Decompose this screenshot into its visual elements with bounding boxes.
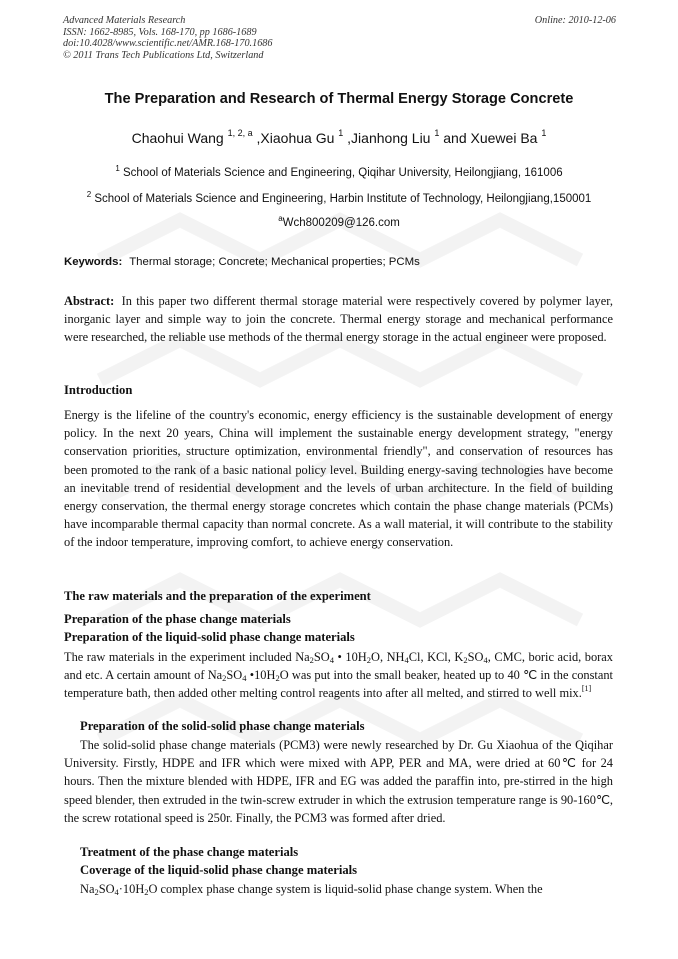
author-superscript: 1 [338, 128, 344, 138]
text-run: SO [98, 882, 115, 896]
affiliation-1 [0, 164, 678, 179]
subsection-heading-treatment: Treatment of the phase change materials [80, 845, 299, 859]
affiliation-text: School of Materials Science and Engineering, Qiqihar University, Heilongjiang, 161006 [123, 167, 563, 179]
text-run: The raw materials in the experiment included Na [64, 650, 310, 664]
author-list [0, 130, 678, 146]
issn-line: ISSN: 1662-8985, Vols. 168-170, pp 1686-1689 [63, 26, 257, 38]
subscript: 4 [114, 887, 119, 897]
solid-solid-paragraph: The solid-solid phase change materials (PCM3) were newly researched by Dr. Gu Xiaohua of the Qiqihar University. Firstly, HDPE and IFR which were mixed with APP, PER and MA, were dried at 60℃ for 24 hours. Then the mixture blended with HDPE, IFR and EG was added the paraffin into, pre-stirred in the high speed blender, then extruded in the twin-screw extruder in which the extrusion temperature range is 90-160℃, the screw rotational speed is 250r. Finally, the PCM3 was formed after dried. [64, 738, 613, 825]
introduction-heading: Introduction [64, 383, 133, 397]
affiliation-text: School of Materials Science and Engineering, Harbin Institute of Technology, Heilongjiang,150001 [94, 193, 592, 205]
keywords-text: Thermal storage; Concrete; Mechanical properties; PCMs [129, 256, 420, 268]
author-name: Chaohui Wang [131, 130, 224, 146]
subsection-heading-coverage: Coverage of the liquid-solid phase change materials [80, 863, 358, 877]
keywords-label: Keywords: [64, 256, 123, 268]
online-date: Online: 2010-12-06 [534, 15, 616, 26]
abstract-paragraph [64, 292, 613, 347]
abstract-label: Abstract: [64, 294, 115, 308]
email-address[interactable]: Wch800209@126.com [282, 217, 400, 229]
affiliation-marker: 2 [86, 190, 92, 199]
author-name: ,Jianhong Liu [347, 130, 431, 146]
keywords-line [64, 256, 420, 268]
text-run: ·10H [118, 882, 145, 896]
author-name: and Xuewei Ba [443, 130, 538, 146]
text-run: SO [467, 650, 484, 664]
author-superscript: 1 [541, 128, 547, 138]
raw-materials-paragraph [64, 648, 613, 703]
subscript: 2 [222, 673, 227, 684]
text-run: • 10H [334, 650, 367, 664]
subscript: 2 [94, 887, 99, 897]
subscript: 2 [275, 673, 280, 684]
author-name: ,Xiaohua Gu [256, 130, 335, 146]
subsection-heading-solid-solid: Preparation of the solid-solid phase change materials [80, 719, 365, 733]
subscript: 2 [144, 887, 149, 897]
subsection-heading-liquid-solid: Preparation of the liquid-solid phase change materials [64, 630, 355, 644]
citation-reference[interactable]: [1] [581, 684, 592, 694]
author-superscript: 1 [434, 128, 440, 138]
subsection-heading-preparation: Preparation of the phase change materials [64, 612, 291, 626]
text-run: SO [313, 650, 330, 664]
affiliation-marker: 1 [115, 164, 120, 173]
subscript: 4 [483, 655, 488, 665]
text-run: SO [226, 668, 243, 683]
text-run: Na [80, 882, 95, 896]
copyright-line: © 2011 Trans Tech Publications Ltd, Switzerland [63, 49, 264, 61]
doi-link[interactable]: doi:10.4028/www.scientific.net/AMR.168-170.1686 [63, 38, 273, 50]
text-run: •10H [246, 668, 276, 683]
subscript: 2 [463, 655, 468, 665]
email-marker: a [278, 214, 283, 223]
subscript: 4 [329, 655, 334, 665]
paper-title: The Preparation and Research of Thermal Energy Storage Concrete [104, 91, 574, 107]
text-run: Cl, KCl, K [408, 650, 464, 664]
text-run: , CMC, boric acid, borax and etc. A certain amount of Na [64, 650, 613, 683]
journal-name: Advanced Materials Research [63, 15, 186, 26]
text-run: O complex phase change system is liquid-solid phase change system. When the [148, 882, 543, 896]
subscript: 2 [366, 655, 372, 665]
introduction-paragraph: Energy is the lifeline of the country's economic, energy efficiency is the sustainable development of energy policy. In the next 20 years, China will implement the sustainable energy development strategy, "energy conservation priorities, structure optimization, environmental friendly", and conservation of resources has been promoted to the rank of a basic national policy level. Building energy-saving technologies have become an inevitable trend of residential development and the levels of urban architecture. In the field of building energy conservation, the thermal energy storage concretes which contain the phase change materials (PCMs) have incomparable thermal capacity than normal concrete. As a wall material, it will contribute to the stability of the indoor temperature, improving comfort, to achieve energy conservation. [64, 408, 613, 550]
text-run: O was put into the small beaker, heated up to 40 ℃ in the constant temperature bath, then added other melting control reagents into after all melted, and stirred to well mix. [64, 668, 613, 701]
abstract-text: In this paper two different thermal storage material were respectively covered by polymer layer, inorganic layer and simple way to join the concrete. Thermal energy storage and mechanical performance were researched, the reliable use methods of the thermal energy storage in the actual engineer were proposed. [64, 294, 613, 345]
journal-header [63, 15, 272, 61]
coverage-paragraph [64, 880, 613, 898]
subscript: 2 [309, 655, 314, 665]
text-run: O, NH [371, 650, 405, 664]
author-email [0, 214, 678, 229]
affiliation-2 [0, 190, 678, 205]
subscript: 4 [404, 655, 409, 665]
section-heading-raw-materials: The raw materials and the preparation of the experiment [64, 589, 371, 603]
author-superscript: 1, 2, a [227, 128, 253, 138]
subscript: 4 [242, 673, 247, 684]
